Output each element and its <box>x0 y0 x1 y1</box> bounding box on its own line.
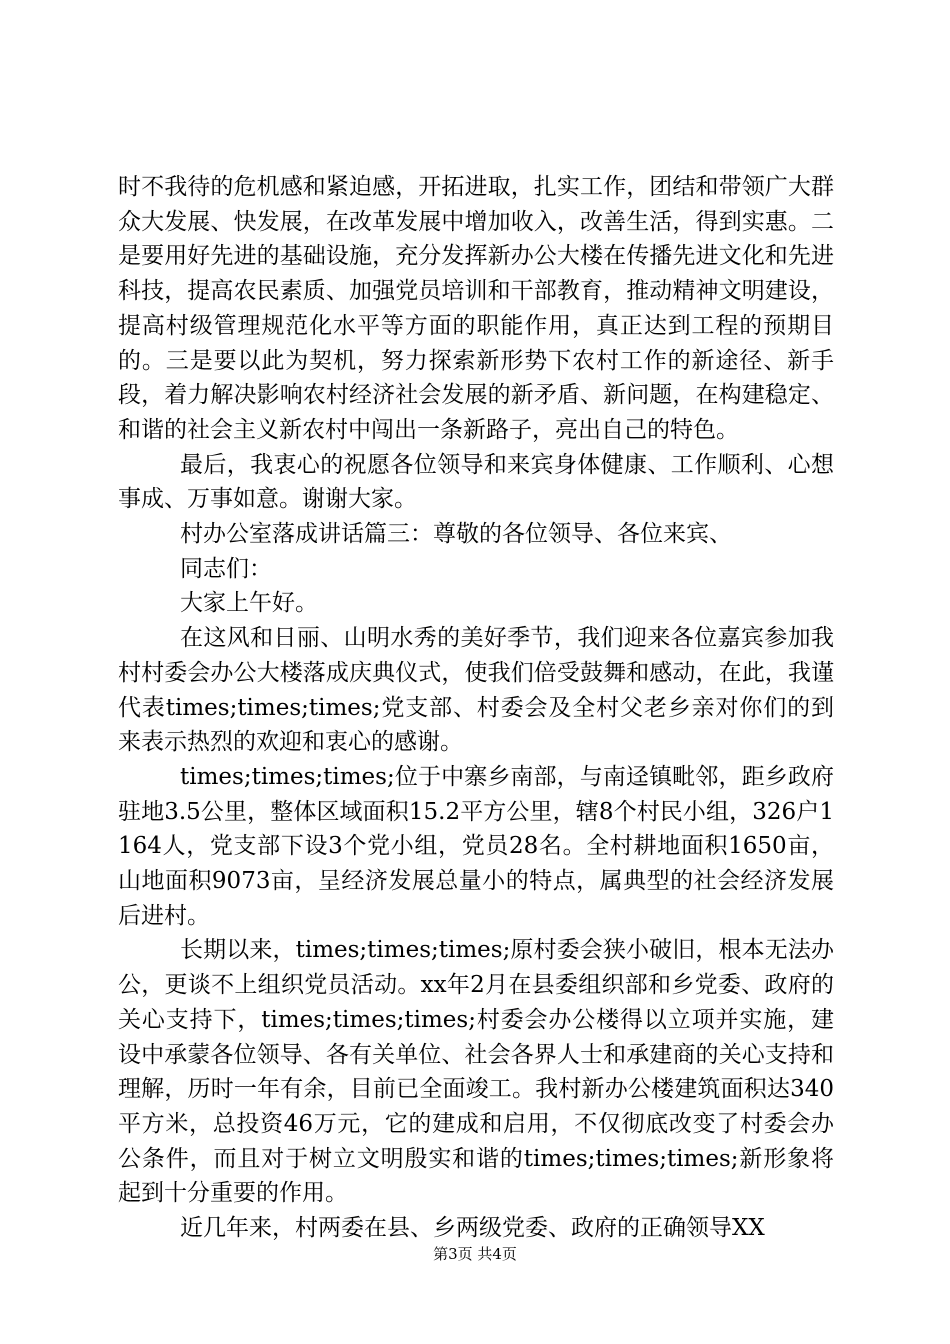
paragraph-5: 大家上午好。 <box>180 590 318 617</box>
paragraph-7: times;times;times;位于中寨乡南部，与南迳镇毗邻，距乡政府驻地3.5公里，整体区域面积15.2平方公里，辖8个村民小组，326户1164人，党支部下设3个党小组，党员28名。全村耕地面积1650亩，山地面积9073亩，呈经济发展总量小的特点，属典型的社会经济发展后进村。 <box>118 763 834 929</box>
paragraph-8: 长期以来，times;times;times;原村委会狭小破旧，根本无法办公，更谈不上组织党员活动。xx年2月在县委组织部和乡党委、政府的关心支持下，times;times;times;村委会办公楼得以立项并实施，建设中承蒙各位领导、各有关单位、社会各界人士和承建商的关心支持和理解，历时一年有余，目前已全面竣工。我村新办公楼建筑面积达340平方米，总投资46万元，它的建成和启用，不仅彻底改变了村委会办公条件，而且对于树立文明殷实和谐的times;times;times;新形象将起到十分重要的作用。 <box>118 937 834 1207</box>
paragraph-9: 近几年来，村两委在县、乡两级党委、政府的正确领导XX <box>180 1215 765 1242</box>
paragraph-3: 村办公室落成讲话篇三：尊敬的各位领导、各位来宾、 <box>180 521 732 548</box>
paragraph-1: 时不我待的危机感和紧迫感，开拓进取，扎实工作，团结和带领广大群众大发展、快发展，在改革发展中增加收入，改善生活，得到实惠。二是要用好先进的基础设施，充分发挥新办公大楼在传播先进文化和先进科技，提高农民素质、加强党员培训和干部教育，推动精神文明建设，提高村级管理规范化水平等方面的职能作用，真正达到工程的预期目的。三是要以此为契机，努力探索新形势下农村工作的新途径、新手段，着力解决影响农村经济社会发展的新矛盾、新问题，在构建稳定、和谐的社会主义新农村中闯出一条新路子，亮出自己的特色。 <box>118 174 834 443</box>
paragraph-6: 在这风和日丽、山明水秀的美好季节，我们迎来各位嘉宾参加我村村委会办公大楼落成庆典仪式，使我们倍受鼓舞和感动，在此，我谨代表times;times;times;党支部、村委会及全村父老乡亲对你们的到来表示热烈的欢迎和衷心的感谢。 <box>118 625 834 756</box>
page-number-footer: 第3页 共4页 <box>433 1245 517 1263</box>
paragraph-2: 最后，我衷心的祝愿各位领导和来宾身体健康、工作顺利、心想事成、万事如意。谢谢大家。 <box>118 451 834 513</box>
paragraph-4: 同志们： <box>180 555 272 582</box>
document-body <box>118 170 834 1246</box>
